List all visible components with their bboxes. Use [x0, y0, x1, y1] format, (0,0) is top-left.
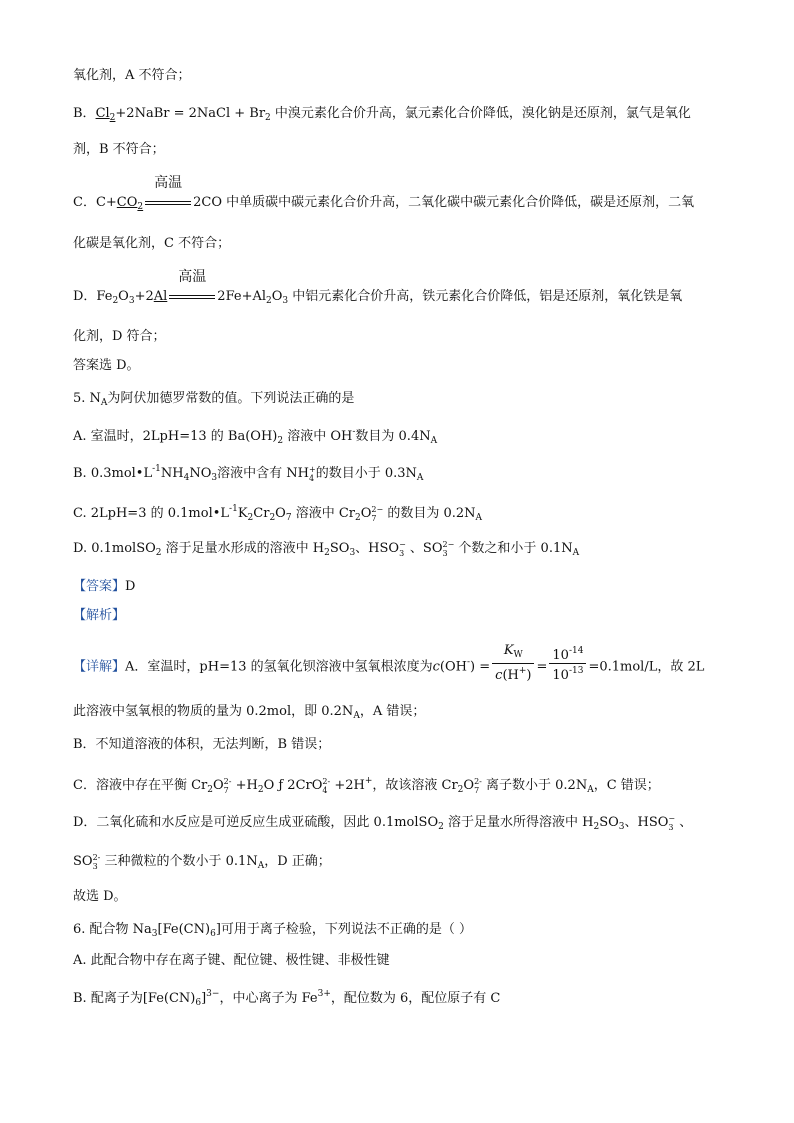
text-d-o2-sub: 3 [282, 296, 289, 306]
q5-option-d [73, 540, 579, 562]
text-d-o2: O [271, 289, 283, 304]
text-ob-ss-sup: + [308, 465, 316, 474]
text-oc-5: 溶液中 Cr [291, 506, 356, 521]
text-q6-s6: 6 [210, 929, 216, 939]
text-xa-eq1: = [536, 659, 548, 675]
text-ob-5: 的数目小于 0.3N [315, 466, 417, 481]
text-q5-a-sub: A [100, 398, 108, 408]
line-option-b-2 [73, 141, 165, 159]
text-xc-ss2-sup: 2- [322, 777, 331, 786]
text-od-6: 个数之和小于 0.1N [454, 541, 573, 556]
text-xc-na: A [587, 785, 594, 795]
text-q6-1: 6. 配合物 Na [73, 922, 152, 937]
text-d2: 化剂，D 符合； [73, 329, 166, 344]
text-d-rest-b: 中铝元素化合价升高，铁元素化合价降低，铝是还原剂，氧化铁是氧 [288, 289, 683, 304]
text-q6b-s6: 6 [195, 998, 202, 1008]
detail-tag: 【详解】 [73, 659, 126, 675]
text-xa-den-sup: -13 [568, 665, 584, 676]
high-temp-condition [145, 175, 191, 210]
text-oa-3: 数目为 0.4N [355, 429, 431, 444]
line-option-b [73, 105, 691, 127]
text-b-cl-sub: 2 [109, 113, 116, 123]
analysis-tag [73, 607, 125, 625]
text-ob-2: NH [160, 466, 184, 481]
text-xa2-sub: A [353, 711, 360, 721]
text-xd-s2b: 2 [593, 822, 600, 832]
text-ob-na: A [416, 473, 424, 483]
text-xc-4: O ƒ 2CrO [263, 778, 323, 793]
text-od-1: D. 0.1molSO [73, 541, 156, 556]
text-d-plus: +2 [134, 289, 154, 304]
text-xa-num-sup: -14 [568, 645, 584, 656]
text-b-rest: 中溴元素化合价升高，氯元素化合价降低，溴化钠是还原剂，氯气是氧化 [270, 106, 691, 121]
q6-option-b [73, 985, 500, 1012]
text-d-fe-sub: 2 [112, 296, 119, 306]
line-option-c [73, 175, 695, 216]
text-q6-s3: 3 [151, 929, 158, 939]
text-oc-3: Cr [253, 506, 270, 521]
text-oc-2: K [237, 506, 248, 521]
line-option-d-2 [73, 328, 166, 346]
kw-fraction [492, 643, 534, 683]
text-q6b-sup2: 3+ [317, 989, 331, 999]
text-xd2-3: ，D 正确； [264, 854, 331, 869]
text-oc-sup: -1 [229, 504, 238, 514]
text-q6a: A. 此配合物中存在离子键、配位键、极性键、非极性键 [73, 953, 390, 968]
text-oc-1: C. 2LpH=3 的 0.1mol•L [73, 506, 230, 521]
text-od-s2b: 2 [324, 548, 330, 558]
text-oc-s2: 2 [247, 513, 254, 523]
text-xc-5: +2H [330, 778, 365, 793]
text-gx: 故选 D。 [73, 889, 127, 904]
text-l1: 氧化剂，A 不符合； [73, 68, 191, 83]
text-xa-num: 10 [552, 647, 569, 663]
text-d-pre: D．Fe [73, 289, 113, 304]
text-od-s3: 3 [349, 548, 356, 558]
text-b-br-sub: 2 [265, 113, 271, 123]
text-c-rest: 2CO 中单质碳中碳元素化合价升高，二氧化碳中碳元素化合价降低，碳是还原剂，二氧 [193, 195, 695, 210]
text-xd-2: 溶于足量水所得溶液中 H [443, 815, 594, 830]
text-xa-oh: (OH [439, 659, 467, 675]
text-xa-ch-sup: + [518, 666, 527, 676]
text-od-ss1-sub: 3 [399, 549, 405, 558]
question-5-stem [73, 390, 354, 412]
text-oc-4: O [275, 506, 286, 521]
text-od-3: SO [329, 541, 350, 556]
text-xc-ss3-sup: 2- [474, 777, 482, 786]
text-xd-s2: 2 [438, 822, 444, 832]
text-d-al: Al [153, 289, 168, 304]
text-q6b-3: ，中心离子为 Fe [219, 991, 318, 1006]
text-xc-s2c: 2 [457, 785, 464, 795]
explain-a-2 [73, 703, 425, 725]
explain-d [73, 814, 692, 836]
text-xa-1: A．室温时，pH=13 的氢氧化钡溶液中氢氧根浓度为 [125, 659, 433, 675]
text-xd-5: 、 [675, 815, 693, 830]
text-xd-ss1-sup: − [668, 814, 676, 823]
text-xc-7: O [463, 778, 475, 793]
text-xc-1: C．溶液中存在平衡 Cr [73, 778, 208, 793]
text-xa2-2: ，A 错误； [359, 704, 426, 719]
text-xd-3: SO [599, 815, 619, 830]
text-oa-na: A [430, 436, 438, 446]
text-xa-oh-end: ) = [470, 659, 491, 675]
text-xa-ch2: (H [502, 668, 519, 683]
text-xa-ch: c [495, 668, 503, 683]
text-od-4: 、HSO [355, 541, 400, 556]
text-xa2-1: 此溶液中氢氧根的物质的量为 0.2mol，即 0.2N [73, 704, 354, 719]
q5-option-b [73, 460, 423, 487]
text-d-o-sub: 3 [128, 296, 135, 306]
text-xa-kw-sub: W [513, 650, 523, 660]
text-oc-7: 的数目为 0.2N [383, 506, 476, 521]
text-xd-ss1-sub: 3 [668, 823, 674, 832]
text-oa-sup: - [352, 427, 356, 437]
text-xd2-ss-sub: 3 [92, 862, 98, 871]
text-d-o: O [118, 289, 129, 304]
answer-tag: 【答案】 [73, 579, 126, 594]
text-c-co-sub: 2 [137, 202, 144, 212]
text-xc-2: O [212, 778, 224, 793]
text-ob-4: 溶液中含有 NH [217, 466, 309, 481]
text-xd-1: D．二氧化硫和水反应是可逆反应生成亚硫酸，因此 0.1molSO [73, 815, 439, 830]
line-option-c-2 [73, 235, 230, 253]
text-ob-1: B. 0.3mol•L [73, 466, 153, 481]
q5-option-c [73, 500, 482, 527]
text-xc-8: 离子数小于 0.2N [481, 778, 588, 793]
text-ans-val: D [125, 579, 136, 594]
text-xc-ss1-sup: 2- [223, 777, 232, 786]
text-xc-6: ，故该溶液 Cr [372, 778, 458, 793]
text-c2: 化碳是氧化剂，C 不符合； [73, 236, 231, 251]
text-d-rest-a: 2Fe+Al [217, 289, 267, 304]
text-od-s2: 2 [155, 548, 162, 558]
text-oc-6: O [360, 506, 372, 521]
text-od-ss2-sub: 3 [442, 549, 448, 558]
text-ob-ss-sub: 4 [308, 474, 315, 483]
text-b2: 剂，B 不符合； [73, 142, 165, 157]
text-ans-sel: 答案选 D。 [73, 358, 140, 373]
text-b-mid: +2NaBr = 2NaCl + Br [115, 106, 266, 121]
text-xc-3: +H [231, 778, 258, 793]
text-xa-kw: K [503, 643, 514, 658]
text-q6-2: [Fe(CN) [157, 922, 211, 937]
text-xc-9: ，C 错误； [593, 778, 660, 793]
text-xd-4: 、HSO [624, 815, 669, 830]
question-6-stem [73, 921, 472, 943]
explain-b [73, 736, 330, 754]
text-xd2-1: SO [73, 854, 93, 869]
text-xc-ss3-sub: 7 [474, 786, 480, 795]
text-jx-tag: 【解析】 [73, 608, 126, 623]
text-q6b-2: ] [201, 991, 207, 1006]
text-xa-c: c [432, 659, 440, 675]
text-oa-1: A. 室温时，2LpH=13 的 Ba(OH) [73, 429, 278, 444]
text-ob-sub4: 4 [183, 473, 190, 483]
power-fraction [549, 644, 586, 683]
explain-d-2 [73, 853, 331, 875]
text-q6b-sup1: 3− [206, 989, 220, 999]
text-d-al-sub: 2 [266, 296, 272, 306]
text-q6-3: ]可用于离子检验，下列说法不正确的是（ ） [215, 922, 473, 937]
text-oc-s7: 7 [285, 513, 292, 523]
text-xd2-na: A [257, 861, 265, 871]
text-ob-sup: -1 [152, 464, 161, 474]
text-xc-ss2-sub: 4 [322, 786, 328, 795]
text-od-ss1-sup: − [399, 540, 406, 549]
text-c-co: CO [116, 195, 138, 210]
text-xa-den: 10 [552, 667, 569, 683]
text-oc-ss-sup: 2− [371, 505, 384, 514]
answer-select [73, 357, 140, 375]
text-xd-s3: 3 [618, 822, 625, 832]
text-xc-s2b: 2 [257, 785, 264, 795]
text-xd2-2: 三种微粒的个数小于 0.1N [100, 854, 258, 869]
text-od-na: A [572, 548, 580, 558]
q5-option-a [73, 423, 437, 450]
text-b-cl: Cl [95, 106, 110, 121]
text-od-ss2-sup: 2− [442, 540, 455, 549]
text-oc-s2c: 2 [355, 513, 361, 523]
explain-a [73, 643, 705, 687]
text-q6b-4: ，配位数为 6，配位原子有 C [330, 991, 501, 1006]
text-oa-sub: 2 [277, 436, 284, 446]
text-ob-sub3: 3 [211, 473, 218, 483]
explain-c [73, 772, 660, 799]
line-oxidant-a [73, 67, 191, 85]
text-xd2-ss-sup: 2- [92, 853, 101, 862]
text-xc-s2: 2 [207, 785, 213, 795]
text-q5-a: 5. N [73, 391, 101, 406]
text-xc-sup-h: + [364, 776, 373, 786]
text-cond: 高温 [178, 269, 207, 285]
text-od-5: 、SO [405, 541, 443, 556]
text-xc-ss1-sub: 7 [223, 786, 229, 795]
text-q6b-1: B. 配离子为[Fe(CN) [73, 991, 196, 1006]
text-c-pre: C．C+ [73, 195, 117, 210]
text-od-2: 溶于足量水形成的溶液中 H [161, 541, 325, 556]
text-xa-oh-sup: - [467, 657, 471, 668]
text-b-pre: B． [73, 106, 96, 121]
high-temp-condition [169, 269, 215, 304]
text-ob-3: NO [189, 466, 212, 481]
final-choice [73, 888, 127, 906]
text-oa-2: 溶液中 OH [283, 429, 353, 444]
text-cond: 高温 [154, 175, 183, 191]
text-oc-s2b: 2 [269, 513, 276, 523]
text-q5-b: 为阿伏加德罗常数的值。下列说法正确的是 [107, 391, 355, 406]
answer-line [73, 578, 135, 596]
text-xa-eq2: =0.1mol/L，故 2L [588, 659, 705, 675]
line-option-d [73, 269, 683, 310]
text-xb: B．不知道溶液的体积，无法判断，B 错误； [73, 737, 331, 752]
q6-option-a [73, 952, 390, 970]
text-xa-ch-end: ) [526, 668, 532, 683]
text-oc-ss-sub: 7 [371, 514, 377, 523]
text-oc-na: A [475, 513, 483, 523]
